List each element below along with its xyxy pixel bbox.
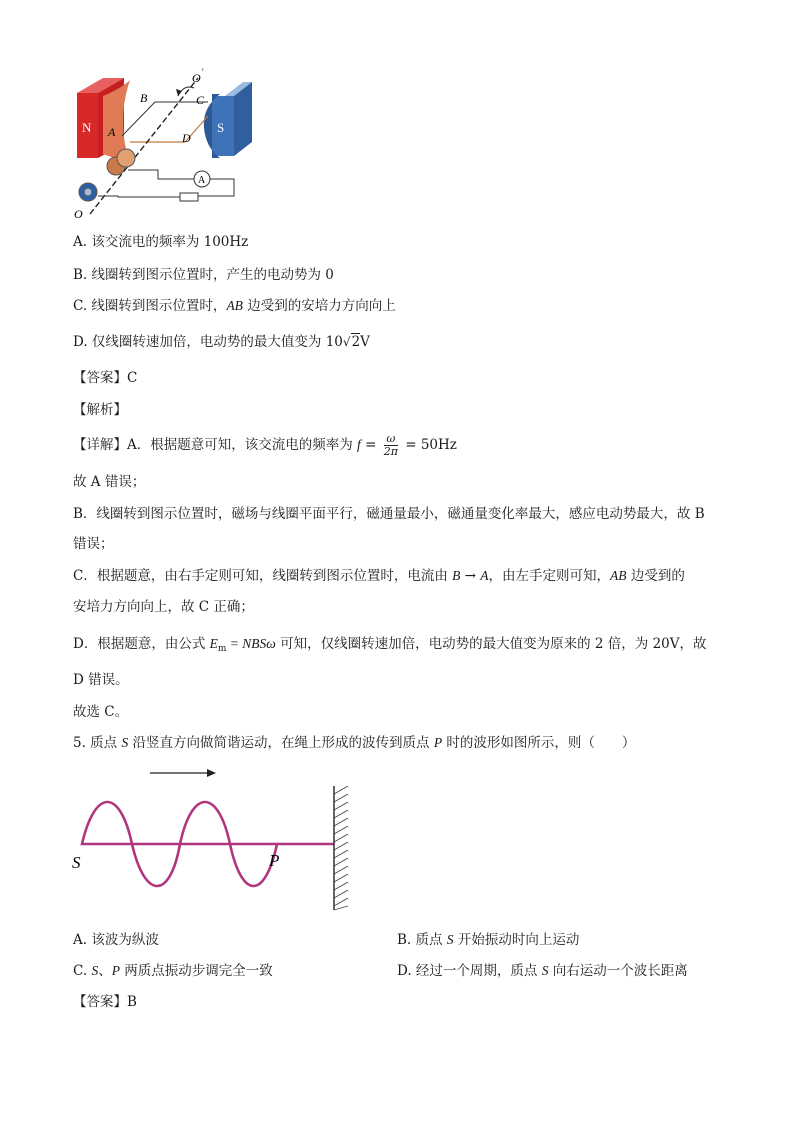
detail-line-7 — [73, 634, 707, 656]
ammeter-label: A — [198, 175, 206, 186]
circuit-wire-bottom — [98, 196, 180, 197]
label-a: A — [108, 125, 116, 139]
q4-option-d-prefix: D. 仅线圈转速加倍，电动势的最大值变为 10 — [73, 334, 343, 350]
detail-line-3: B．线圈转到图示位置时，磁场与线圈平面平行，磁通量最小，磁通量变化率最大，感应电动势最大，故 B — [73, 506, 705, 522]
q5-option-a: A. 该波为纵波 — [73, 932, 159, 948]
omega-over-2pi — [384, 433, 398, 458]
detail-l1-prefix: 【详解】A．根据题意可知，该交流电的频率为 — [73, 437, 358, 453]
label-c: C — [196, 93, 205, 107]
q5-option-c-suffix: 两质点振动步调完全一致 — [119, 963, 273, 979]
q4-option-c-prefix: C. 线圈转到图示位置时， — [73, 298, 227, 314]
q4-option-d-sqrt: 2 — [351, 334, 361, 350]
emf-subscript: m — [217, 644, 227, 654]
answer-value: C — [127, 370, 138, 386]
detail-l5-suffix: 边受到的 — [626, 568, 685, 584]
q5-p3: 时的波形如图所示，则（ ） — [442, 735, 636, 751]
label-d: D — [182, 131, 191, 145]
q5-option-b — [397, 930, 579, 950]
detail-l7-suffix: 可知，仅线圈转速加倍，电动势的最大值变为原来的 2 倍，为 20V，故 — [275, 636, 707, 652]
q5-option-d-prefix: D. 经过一个周期，质点 — [397, 963, 542, 979]
detail-l1-suffix: = 50Hz — [400, 437, 457, 453]
wave-figure — [70, 760, 360, 915]
label-s: S — [217, 120, 225, 135]
detail-line-6: 安培力方向向上，故 C 正确； — [73, 599, 254, 615]
label-prime: ' — [202, 67, 204, 77]
answer-tag: 【答案】 — [73, 370, 127, 386]
q4-option-c — [73, 296, 396, 316]
detail-line-8: D 错误。 — [73, 672, 129, 688]
freq-symbol: f — [357, 437, 361, 452]
answer-value: B — [127, 994, 137, 1010]
brush-1-inner — [84, 188, 92, 196]
detail-l5-b: B — [452, 568, 461, 583]
q5-option-d — [397, 961, 688, 981]
analysis-tag: 【解析】 — [73, 402, 127, 418]
wall-hatching — [334, 786, 348, 910]
label-o-prime: O — [192, 71, 201, 85]
q5-option-d-s: S — [541, 963, 549, 978]
q5-option-c-s: S — [91, 963, 99, 978]
circuit-wire-top — [128, 170, 234, 196]
resistor — [180, 193, 198, 201]
detail-l5-ab: AB — [610, 568, 627, 583]
generator-figure — [70, 66, 260, 226]
q5-option-b-prefix: B. 质点 — [397, 932, 447, 948]
q4-option-d-unit: V — [360, 334, 370, 350]
detail-l5-a: A — [480, 568, 489, 583]
q5-option-c-prefix: C. — [73, 963, 92, 979]
detail-line-4: 错误； — [73, 536, 114, 552]
q5-stem — [73, 733, 635, 753]
q5-answer — [73, 992, 137, 1012]
q5-option-b-s: S — [446, 932, 454, 947]
frac-den: 2π — [383, 445, 398, 458]
q4-option-b: B. 线圈转到图示位置时，产生的电动势为 0 — [73, 267, 334, 283]
equals: = — [360, 437, 381, 453]
q5-option-c-mid: 、 — [98, 963, 112, 979]
propagation-arrowhead — [207, 769, 216, 777]
q5-option-c-p: P — [111, 963, 120, 978]
label-p: P — [269, 851, 280, 870]
coil-loop-lower — [130, 116, 208, 142]
q5-option-b-suffix: 开始振动时向上运动 — [453, 932, 580, 948]
detail-line-5 — [73, 566, 685, 586]
detail-l5-prefix: C．根据题意，由右手定则可知，线圈转到图示位置时，电流由 — [73, 568, 453, 584]
frac-num: ω — [384, 433, 398, 446]
answer-tag: 【答案】 — [73, 994, 127, 1010]
q4-answer — [73, 368, 137, 388]
detail-l7-prefix: D．根据题意，由公式 — [73, 636, 210, 652]
label-b: B — [140, 91, 148, 105]
detail-line-2: 故 A 错误； — [73, 474, 146, 490]
q5-s: S — [121, 735, 129, 750]
emf-symbol: E — [209, 636, 218, 651]
detail-line-9: 故选 C。 — [73, 704, 129, 720]
q4-option-c-suffix: 边受到的安培力方向向上 — [242, 298, 396, 314]
label-o: O — [74, 207, 83, 221]
wave-curve — [82, 802, 280, 886]
q4-option-d: D. 仅线圈转速加倍，电动势的最大值变为 10√2V — [73, 334, 370, 350]
q5-option-d-suffix: 向右运动一个波长距离 — [548, 963, 688, 979]
q5-p: P — [433, 735, 443, 750]
label-s: S — [72, 853, 81, 872]
slip-ring-back — [117, 149, 135, 167]
q4-option-a: A. 该交流电的频率为 100Hz — [73, 234, 249, 250]
detail-l5-mid: ，由左手定则可知， — [488, 568, 611, 584]
q4-option-c-ab: AB — [226, 298, 243, 313]
emf-formula: = NBSω — [226, 636, 276, 651]
detail-l5-arrow: → — [460, 568, 481, 584]
label-n: N — [82, 120, 92, 135]
q5-p1: 5. 质点 — [73, 735, 122, 751]
q5-option-c — [73, 961, 273, 981]
detail-line-1 — [73, 433, 457, 458]
q5-p2: 沿竖直方向做简谐运动，在绳上形成的波传到质点 — [128, 735, 434, 751]
